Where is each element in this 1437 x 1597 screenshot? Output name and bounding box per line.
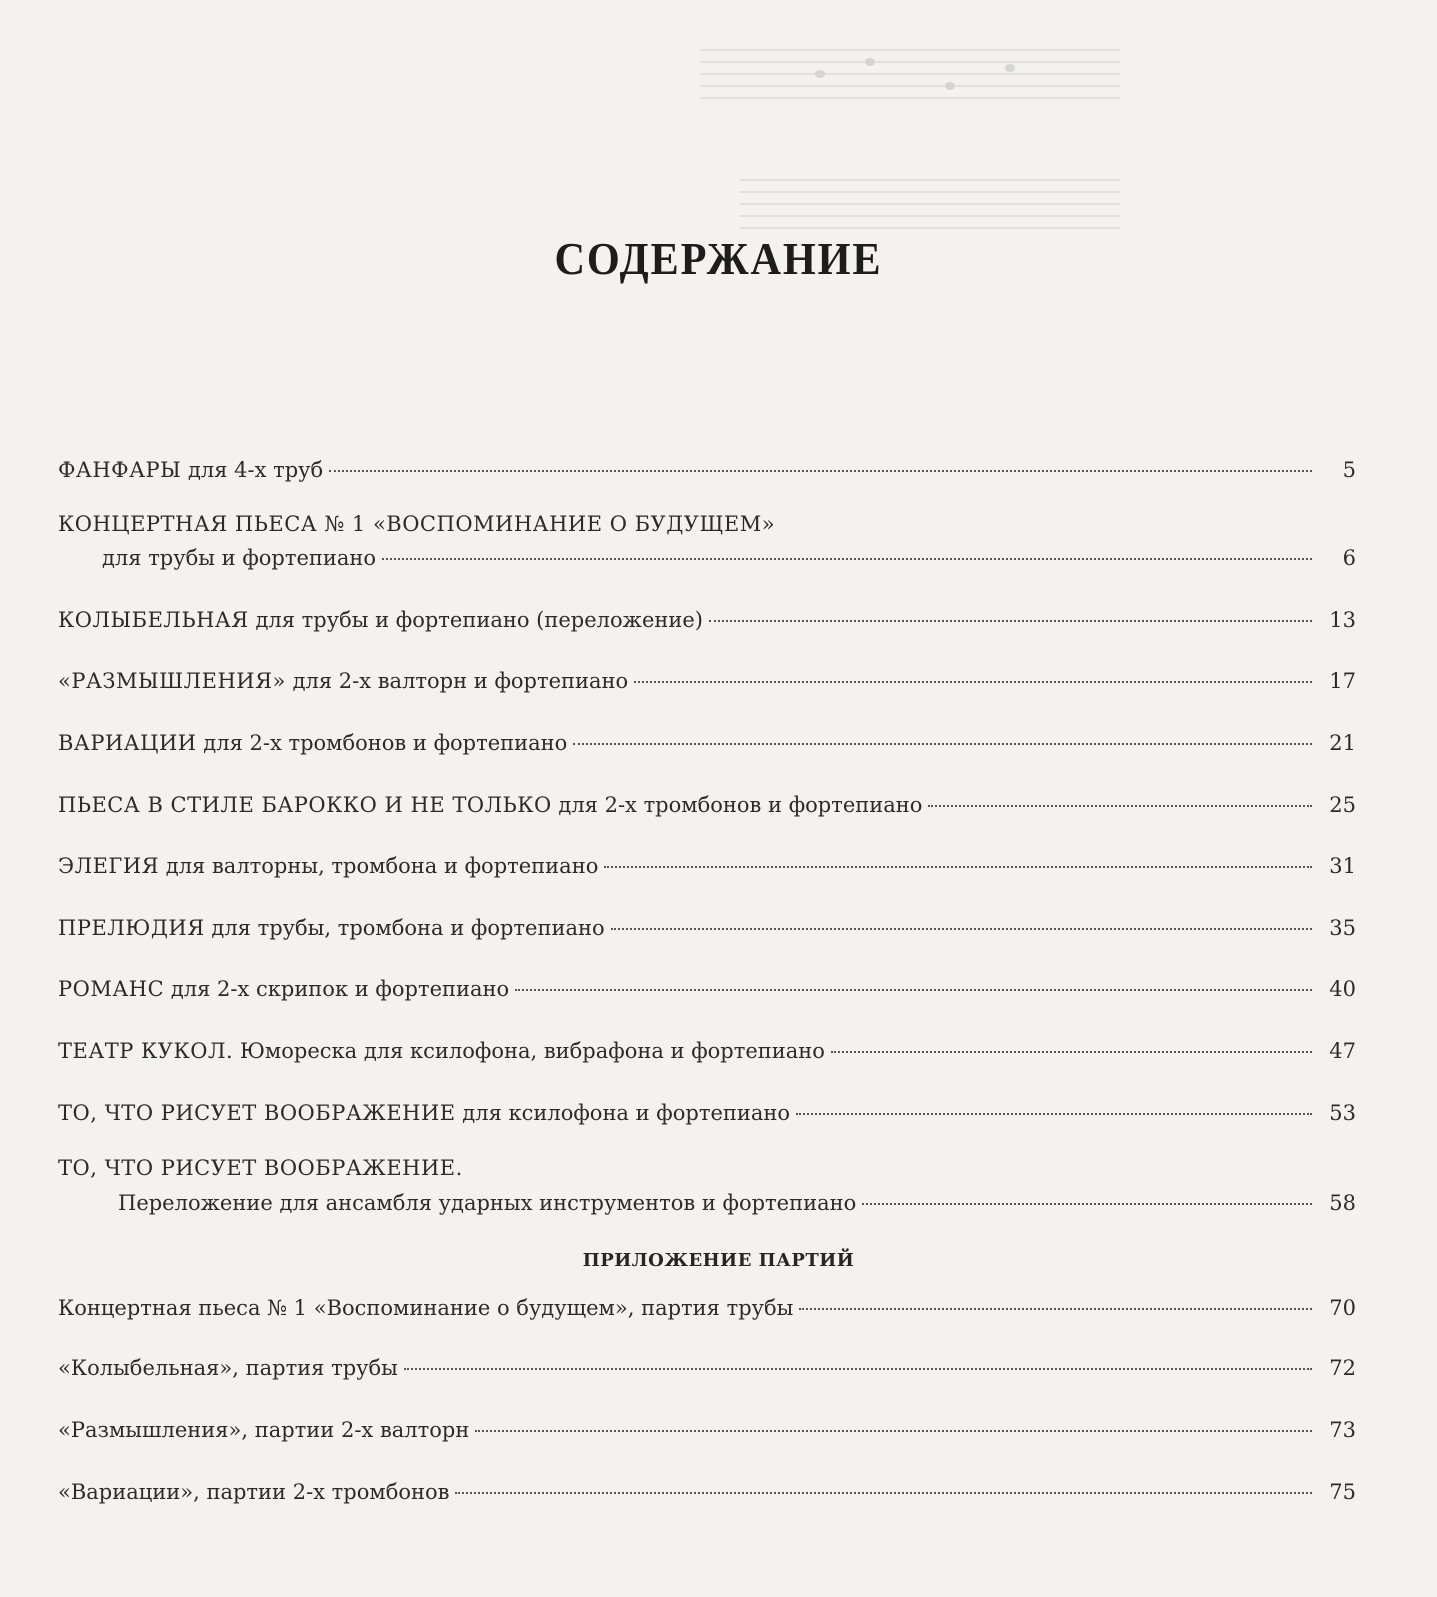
entry-title: КОЛЫБЕЛЬНАЯ bbox=[58, 608, 249, 632]
entry-title: РОМАНС bbox=[58, 977, 165, 1001]
toc-entry bbox=[58, 669, 1356, 693]
section-heading: ПРИЛОЖЕНИЕ ПАРТИЙ bbox=[582, 1250, 855, 1271]
music-staff-watermark bbox=[700, 30, 1120, 120]
entry-title: ФАНФАРЫ bbox=[58, 458, 182, 482]
entry-title: Концертная пьеса № 1 «Воспоминание о будущем», партия трубы bbox=[58, 1296, 794, 1320]
entry-subtitle: для ксилофона и фортепиано bbox=[455, 1101, 791, 1125]
dot-leader bbox=[455, 1492, 1312, 1494]
page-number: 17 bbox=[1329, 669, 1356, 693]
dot-leader bbox=[611, 928, 1312, 930]
dot-leader bbox=[515, 989, 1312, 991]
entry-subtitle: для 2-х валторн и фортепиано bbox=[285, 669, 629, 693]
entry-subtitle: Переложение для ансамбля ударных инструментов и фортепиано bbox=[118, 1191, 857, 1215]
entry-title: «Вариации», партии 2-х тромбонов bbox=[58, 1480, 450, 1504]
page-number: 6 bbox=[1342, 546, 1356, 570]
entry-subtitle: для трубы, тромбона и фортепиано bbox=[204, 916, 605, 940]
entry-title: ТО, ЧТО РИСУЕТ ВООБРАЖЕНИЕ. bbox=[58, 1156, 463, 1180]
page-number: 47 bbox=[1329, 1039, 1356, 1063]
toc-entry bbox=[58, 1101, 1356, 1125]
entry-title: «РАЗМЫШЛЕНИЯ» bbox=[58, 669, 286, 693]
toc-entry bbox=[58, 1039, 1356, 1063]
entry-subtitle: для 2-х скрипок и фортепиано bbox=[164, 977, 510, 1001]
appendix-entry bbox=[58, 1418, 1356, 1442]
entry-subtitle: для валторны, тромбона и фортепиано bbox=[159, 854, 599, 878]
dot-leader bbox=[831, 1051, 1312, 1053]
entry-title: ПЬЕСА В СТИЛЕ БАРОККО И НЕ ТОЛЬКО bbox=[58, 793, 552, 817]
page-number: 70 bbox=[1329, 1296, 1356, 1320]
page-number: 21 bbox=[1329, 731, 1356, 755]
dot-leader bbox=[928, 805, 1312, 807]
toc-entry bbox=[58, 546, 1356, 570]
toc-entry bbox=[58, 731, 1356, 755]
toc-entry bbox=[58, 916, 1356, 940]
dot-leader bbox=[862, 1203, 1312, 1205]
dot-leader bbox=[475, 1430, 1312, 1432]
dot-leader bbox=[799, 1308, 1312, 1310]
entry-title: КОНЦЕРТНАЯ ПЬЕСА № 1 «ВОСПОМИНАНИЕ О БУДУЩЕМ» bbox=[58, 512, 776, 536]
dot-leader bbox=[404, 1368, 1312, 1370]
dot-leader bbox=[604, 866, 1312, 868]
page-number: 75 bbox=[1329, 1480, 1356, 1504]
toc-entry bbox=[58, 608, 1356, 632]
page-number: 73 bbox=[1329, 1418, 1356, 1442]
entry-subtitle: Юмореска для ксилофона, вибрафона и фортепиано bbox=[233, 1039, 825, 1063]
dot-leader bbox=[573, 743, 1312, 745]
appendix-entry bbox=[58, 1356, 1356, 1380]
dot-leader bbox=[796, 1113, 1312, 1115]
entry-title: ВАРИАЦИИ bbox=[58, 731, 197, 755]
entry-subtitle: для трубы и фортепиано bbox=[102, 546, 377, 570]
entry-title: ТЕАТР КУКОЛ. bbox=[58, 1039, 234, 1063]
page-number: 31 bbox=[1329, 854, 1356, 878]
toc-entry bbox=[58, 854, 1356, 878]
page-number: 13 bbox=[1329, 608, 1356, 632]
page-number: 40 bbox=[1329, 977, 1356, 1001]
toc-entry bbox=[58, 1191, 1356, 1215]
page-number: 53 bbox=[1329, 1101, 1356, 1125]
entry-title: «Размышления», партии 2-х валторн bbox=[58, 1418, 470, 1442]
appendix-entry bbox=[58, 1480, 1356, 1504]
page-number: 25 bbox=[1329, 793, 1356, 817]
toc-entry bbox=[58, 977, 1356, 1001]
page-number: 5 bbox=[1342, 458, 1356, 482]
dot-leader bbox=[382, 558, 1312, 560]
toc-entry bbox=[58, 458, 1356, 482]
page-number: 35 bbox=[1329, 916, 1356, 940]
entry-title: ПРЕЛЮДИЯ bbox=[58, 916, 205, 940]
dot-leader bbox=[329, 470, 1312, 472]
appendix-entry bbox=[58, 1296, 1356, 1320]
entry-title: «Колыбельная», партия трубы bbox=[58, 1356, 398, 1380]
dot-leader bbox=[709, 620, 1312, 622]
page-title: СОДЕРЖАНИЕ bbox=[554, 233, 883, 284]
entry-subtitle: для трубы и фортепиано (переложение) bbox=[248, 608, 703, 632]
dot-leader bbox=[634, 681, 1312, 683]
entry-subtitle: для 2-х тромбонов и фортепиано bbox=[196, 731, 568, 755]
entry-title: ТО, ЧТО РИСУЕТ ВООБРАЖЕНИЕ bbox=[58, 1101, 456, 1125]
entry-subtitle: для 4-х труб bbox=[181, 458, 324, 482]
toc-entry bbox=[58, 793, 1356, 817]
page-number: 72 bbox=[1329, 1356, 1356, 1380]
entry-subtitle: для 2-х тромбонов и фортепиано bbox=[551, 793, 923, 817]
entry-title: ЭЛЕГИЯ bbox=[58, 854, 160, 878]
page-number: 58 bbox=[1329, 1191, 1356, 1215]
